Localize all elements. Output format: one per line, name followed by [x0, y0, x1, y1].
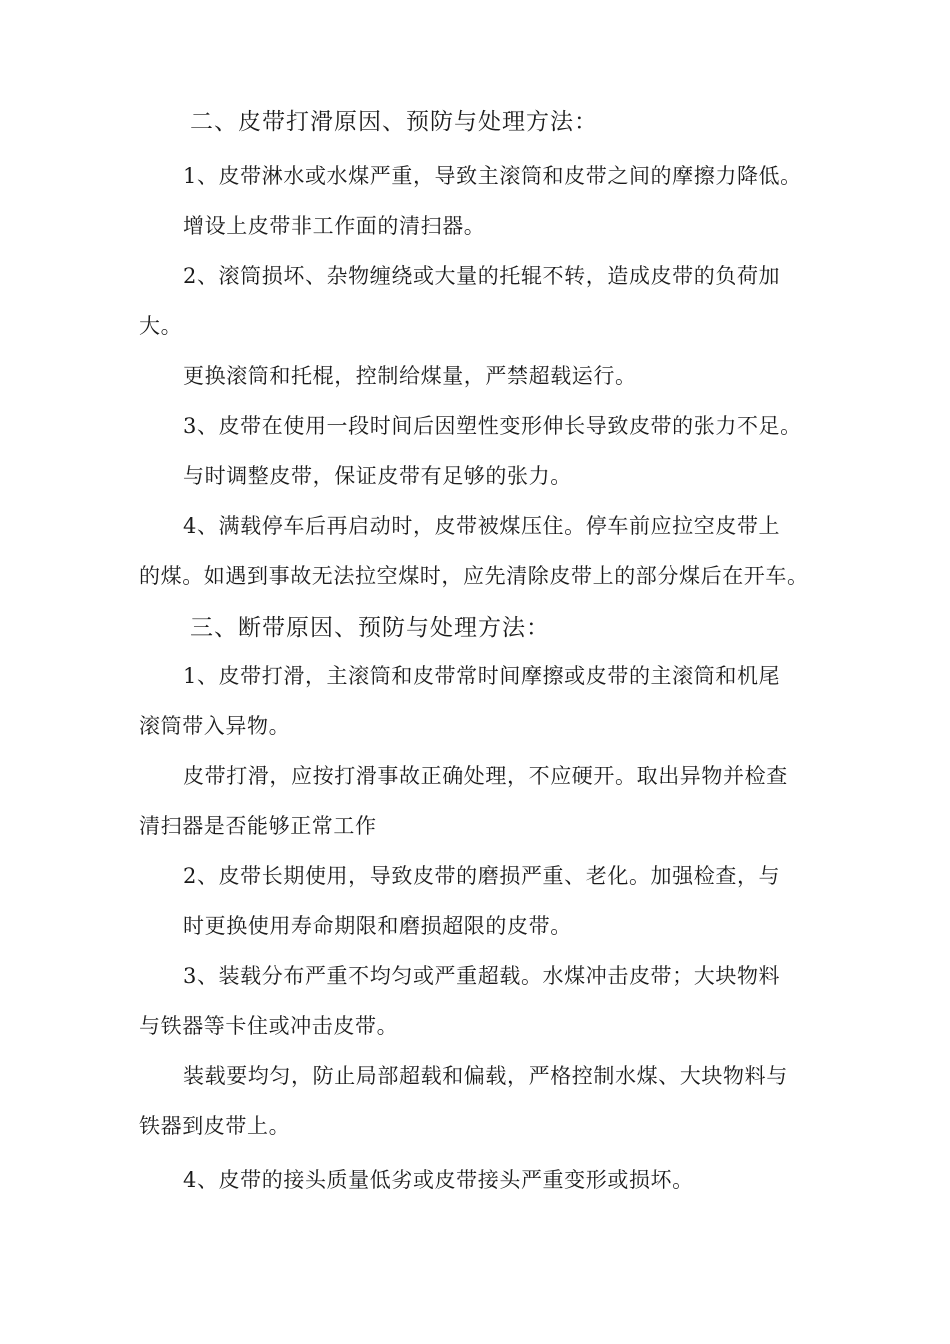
section3-item3-line2: 与铁器等卡住或冲击皮带。 — [139, 1014, 399, 1038]
section3-heading: 三、断带原因、预防与处理方法： — [190, 615, 550, 641]
section3-item3-fix-line1: 装载要均匀，防止局部超载和偏载，严格控制水煤、大块物料与 — [183, 1064, 788, 1088]
section2-heading: 二、皮带打滑原因、预防与处理方法： — [190, 109, 598, 135]
section3-item1-line2: 滚筒带入异物。 — [139, 714, 291, 738]
section3-item1-fix-line2: 清扫器是否能够正常工作 — [139, 814, 377, 838]
section2-item1-fix: 增设上皮带非工作面的清扫器。 — [183, 214, 486, 238]
section3-item2-line1: 2、皮带长期使用，导致皮带的磨损严重、老化。加强检查，与 — [183, 864, 781, 888]
section3-item4-line1: 4、皮带的接头质量低劣或皮带接头严重变形或损坏。 — [183, 1168, 694, 1192]
section3-item2-line2: 时更换使用寿命期限和磨损超限的皮带。 — [183, 914, 572, 938]
section2-item2-fix: 更换滚筒和托棍，控制给煤量，严禁超载运行。 — [183, 364, 637, 388]
section2-item4-line2: 的煤。如遇到事故无法拉空煤时，应先清除皮带上的部分煤后在开车。 — [139, 564, 809, 588]
section3-item1-fix-line1: 皮带打滑，应按打滑事故正确处理，不应硬开。取出异物并检查 — [183, 764, 788, 788]
section2-item3-fix: 与时调整皮带，保证皮带有足够的张力。 — [183, 464, 572, 488]
section2-item1-line1: 1、皮带淋水或水煤严重，导致主滚筒和皮带之间的摩擦力降低。 — [183, 164, 802, 188]
section2-item4-line1: 4、满载停车后再启动时，皮带被煤压住。停车前应拉空皮带上 — [183, 514, 781, 538]
section2-item3-line1: 3、皮带在使用一段时间后因塑性变形伸长导致皮带的张力不足。 — [183, 414, 802, 438]
section2-item2-line1: 2、滚筒损坏、杂物缠绕或大量的托辊不转，造成皮带的负荷加 — [183, 264, 781, 288]
section3-item3-fix-line2: 铁器到皮带上。 — [139, 1114, 291, 1138]
section2-item2-line2: 大。 — [139, 314, 183, 338]
section3-item3-line1: 3、装载分布严重不均匀或严重超载。水煤冲击皮带；大块物料 — [183, 964, 781, 988]
section3-item1-line1: 1、皮带打滑，主滚筒和皮带常时间摩擦或皮带的主滚筒和机尾 — [183, 664, 781, 688]
